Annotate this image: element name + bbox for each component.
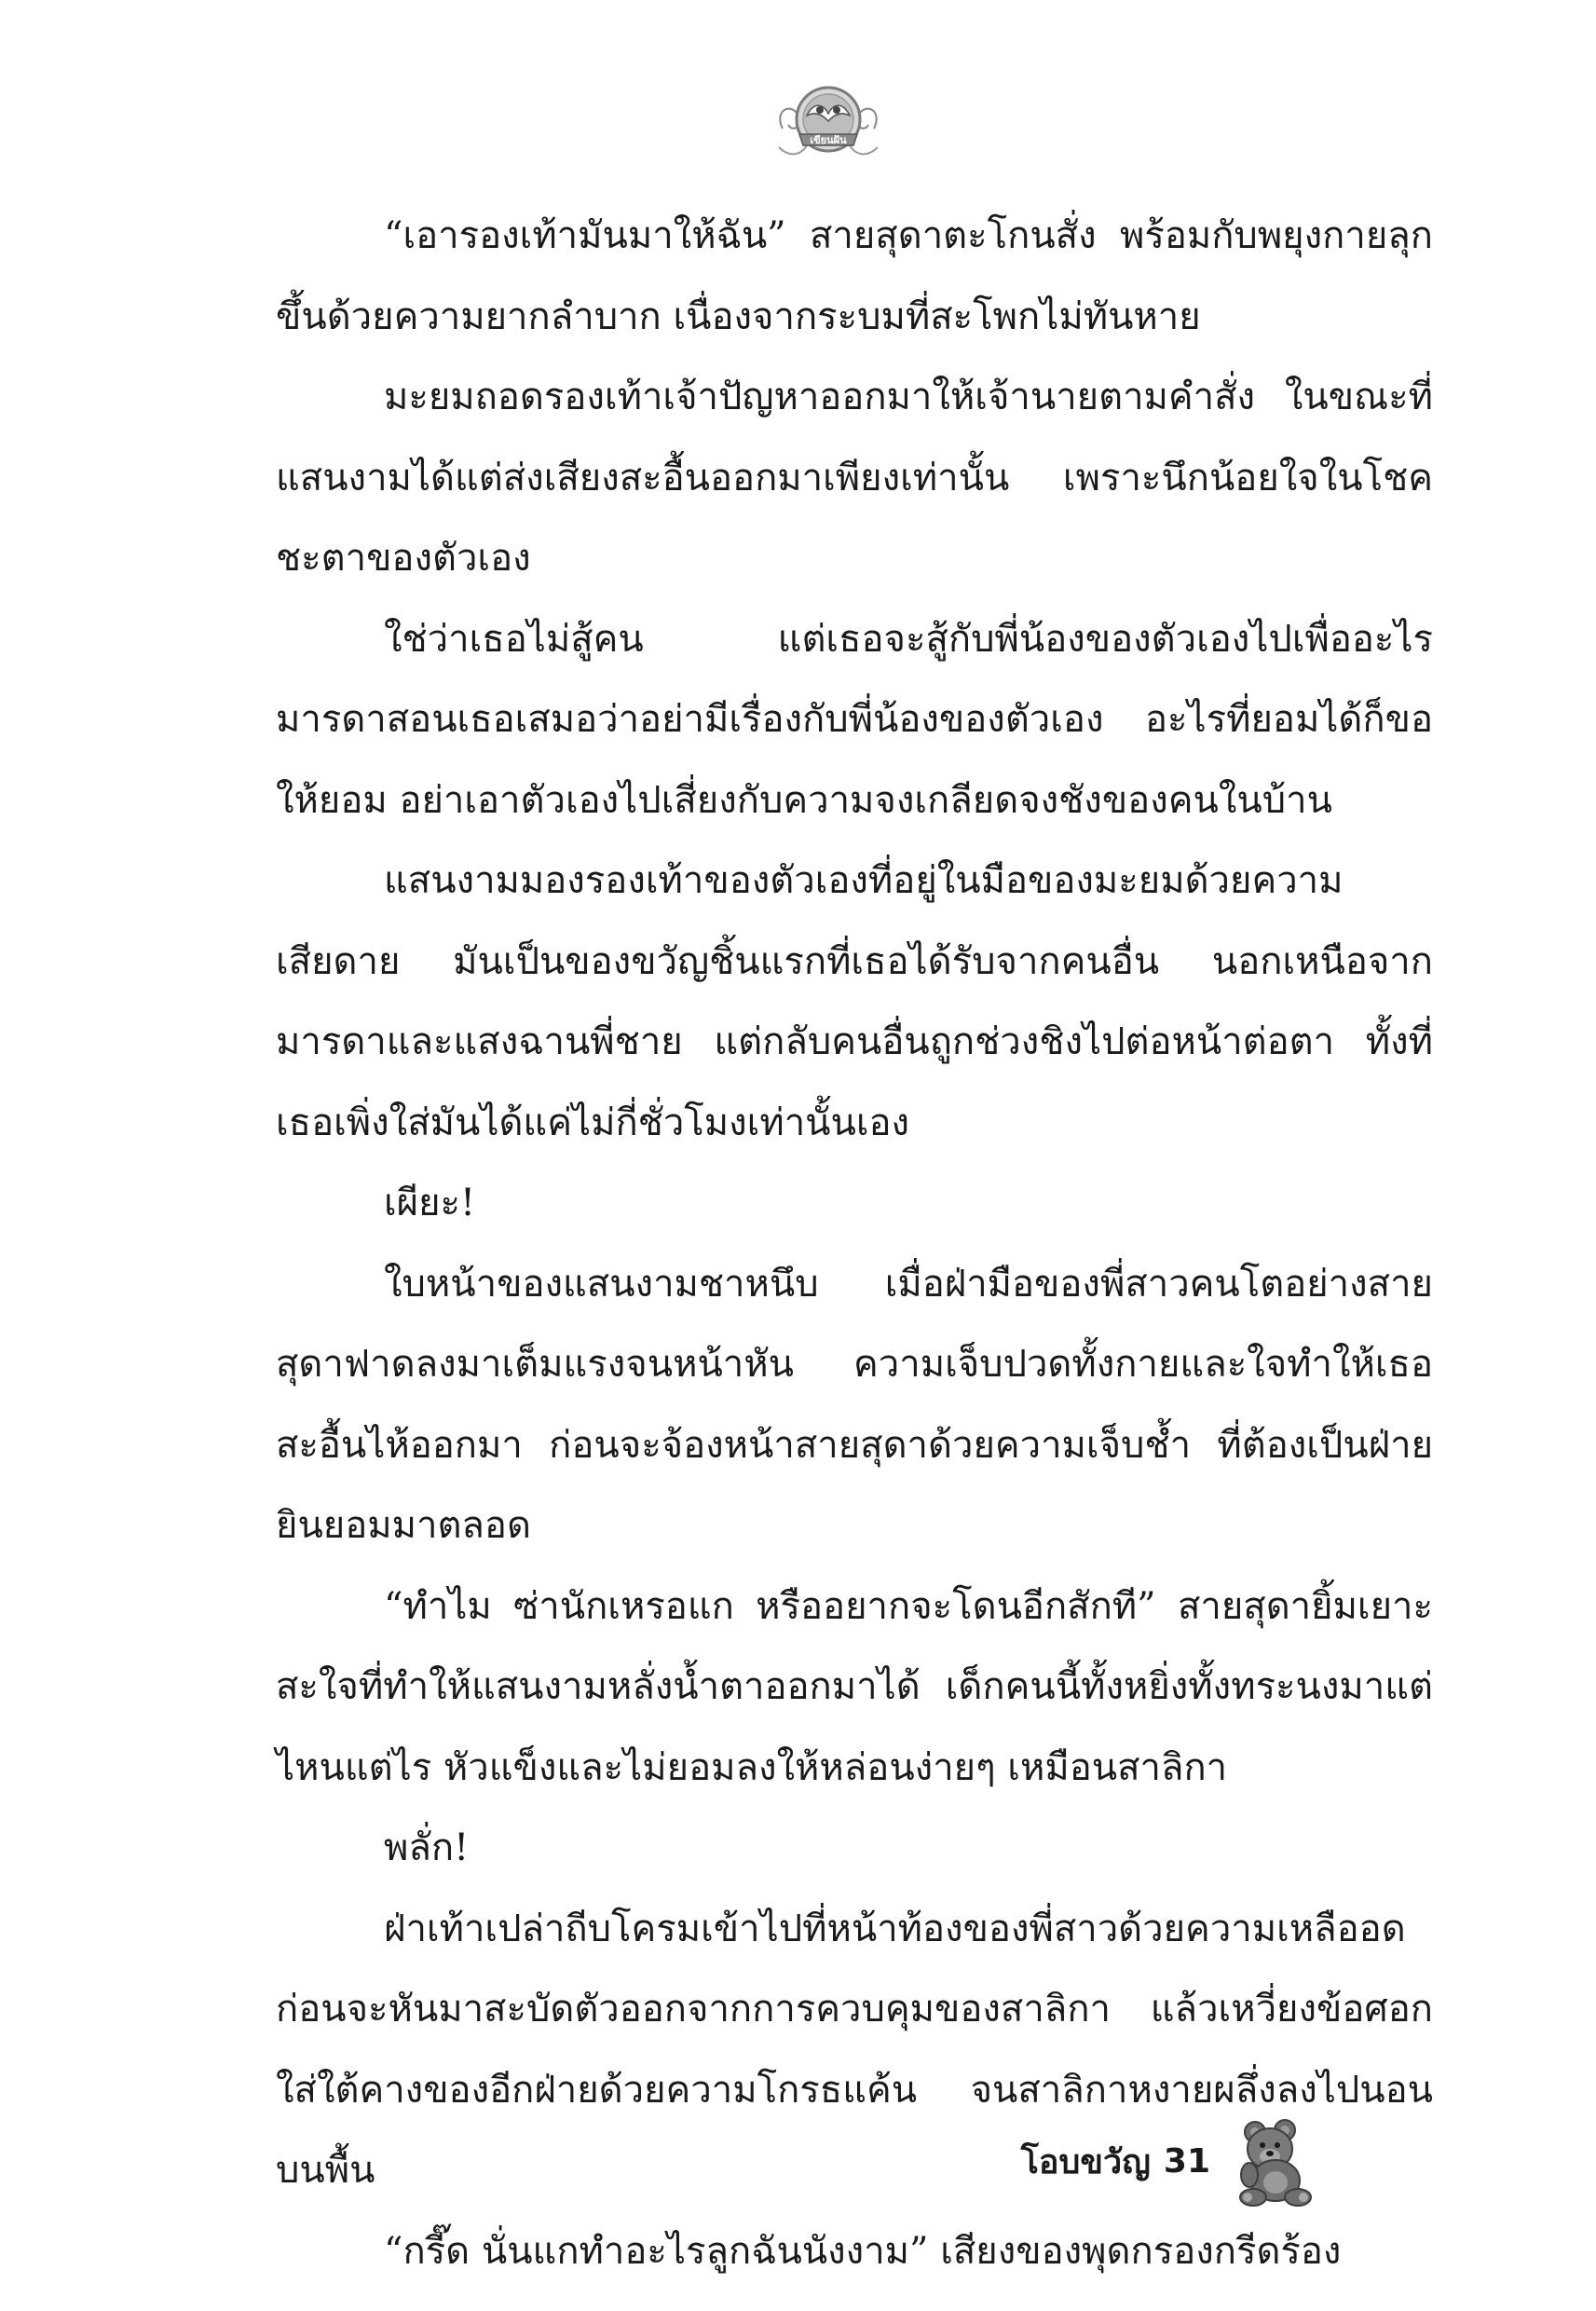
paragraph: เผียะ! bbox=[384, 1182, 476, 1224]
paragraph: พลั่ก! bbox=[384, 1826, 470, 1869]
book-title: โอบขวัญ bbox=[1020, 2142, 1151, 2181]
paragraph: “กรี๊ด นั่นแกทำอะไรลูกฉันนังงาม” เสียงของพุดกรองกรีดร้อง bbox=[384, 2229, 1342, 2273]
paragraph: ใบหน้าของแสนงามชาหนึบ เมื่อฝ่ามือของพี่สาวคนโตอย่างสายสุดาฟาดลงมาเต็มแรงจนหน้าหัน ความเจ็บปวดทั้งกายและใจทำให้เธอสะอื้นไห้ออกมา ก่อนจะจ้องหน้าสายสุดาด้วยความเจ็บช้ำ ที่ต้องเป็นฝ่ายยินยอมมาตลอด bbox=[276, 1262, 1433, 1547]
ornamental-publisher-logo-icon bbox=[773, 73, 883, 173]
paragraph: ใช่ว่าเธอไม่สู้คน แต่เธอจะสู้กับพี่น้องของตัวเองไปเพื่ออะไร มารดาสอนเธอเสมอว่าอย่ามีเรื่องกับพี่น้องของตัวเอง อะไรที่ยอมได้ก็ขอให้ยอม อย่าเอาตัวเองไปเสี่ยงกับความจงเกลียดจงชังของคนในบ้าน bbox=[276, 617, 1433, 822]
paragraph: ฝ่าเท้าเปล่าถีบโครมเข้าไปที่หน้าท้องของพี่สาวด้วยความเหลืออด ก่อนจะหันมาสะบัดตัวออกจากการควบคุมของสาลิกา แล้วเหวี่ยงข้อศอกใส่ใต้คางของอีกฝ่ายด้วยความโกรธแค้น จนสาลิกาหงายผลึ่งลงไปนอนบนพื้น bbox=[276, 1907, 1433, 2192]
teddy-bear-icon bbox=[1231, 2115, 1316, 2207]
page-number: 31 bbox=[1163, 2141, 1210, 2181]
paragraph: “เอารองเท้ามันมาให้ฉัน” สายสุดาตะโกนสั่ง พร้อมกับพยุงกายลุกขึ้นด้วยความยากลำบาก เนื่องจากระบมที่สะโพกไม่ทันหาย bbox=[276, 214, 1433, 338]
logo-lettering: เขียนฝัน bbox=[810, 134, 847, 146]
page-footer bbox=[1021, 2115, 1316, 2207]
body-text bbox=[276, 196, 1433, 2291]
paragraph: “ทำไม ซ่านักเหรอแก หรืออยากจะโดนอีกสักที” สายสุดายิ้มเยาะสะใจที่ทำให้แสนงามหลั่งน้ำตาออกมาได้ เด็กคนนี้ทั้งหยิ่งทั้งทระนงมาแต่ไหนแต่ไร หัวแข็งและไม่ยอมลงให้หล่อนง่ายๆ เหมือนสาลิกา bbox=[276, 1584, 1433, 1789]
paragraph: แสนงามมองรองเท้าของตัวเองที่อยู่ในมือของมะยมด้วยความเสียดาย มันเป็นของขวัญชิ้นแรกที่เธอได้รับจากคนอื่น นอกเหนือจากมารดาและแสงฉานพี่ชาย แต่กลับคนอื่นถูกช่วงชิงไปต่อหน้าต่อตา ทั้งที่เธอเพิ่งใส่มันได้แค่ไม่กี่ชั่วโมงเท่านั้นเอง bbox=[276, 859, 1433, 1144]
paragraph: มะยมถอดรองเท้าเจ้าปัญหาออกมาให้เจ้านายตามคำสั่ง ในขณะที่แสนงามได้แต่ส่งเสียงสะอื้นออกมาเพียงเท่านั้น เพราะนึกน้อยใจในโชคชะตาของตัวเอง bbox=[276, 376, 1433, 580]
